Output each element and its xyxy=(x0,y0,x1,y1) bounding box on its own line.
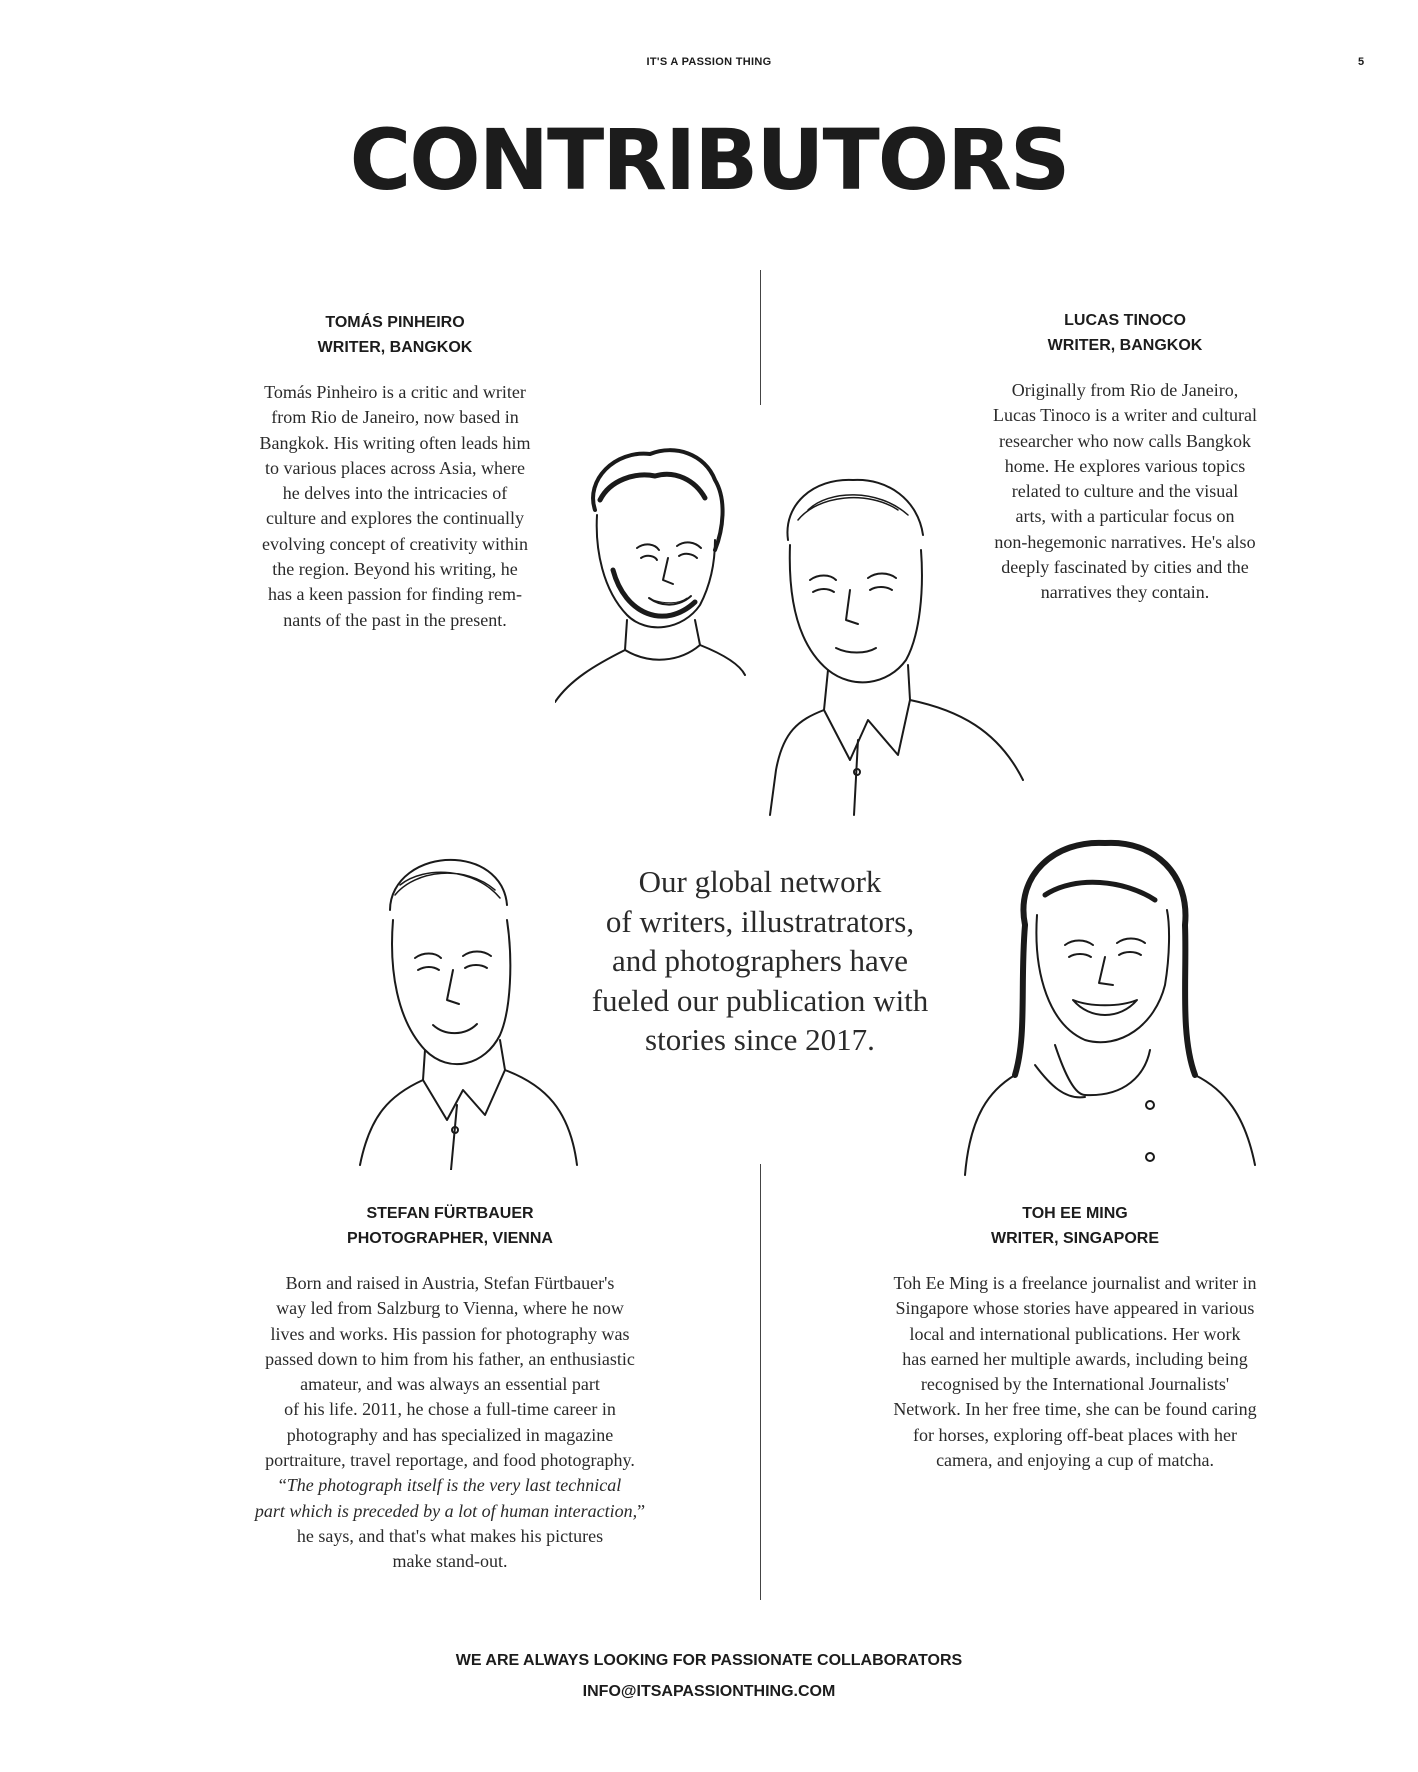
portrait-toh-ee-ming xyxy=(955,835,1265,1180)
page-number: 5 xyxy=(1358,56,1365,68)
contributor-role: WRITER, SINGAPORE xyxy=(990,1230,1159,1247)
contributor-bio: Tomás Pinheiro is a critic and writer from Rio de Janeiro, now based in Bangkok. His writing often leads him to various places across Asia, where he delves into the intricacies of culture and explores the continually evolving concept of creativity within the region. Beyond his writing, he has a keen passion for finding rem- nants of the past in the present. xyxy=(259,382,531,630)
portrait-lucas-tinoco xyxy=(758,470,1038,820)
contributor-name: TOMÁS PINHEIRO xyxy=(325,314,465,331)
collaborators-call: WE ARE ALWAYS LOOKING FOR PASSIONATE COLLABORATORS xyxy=(455,1652,963,1669)
quote: part which is preceded by a lot of human interaction, xyxy=(254,1500,638,1521)
contributor-tomas-pinheiro xyxy=(235,310,555,633)
bottom-divider xyxy=(760,1164,761,1600)
top-divider xyxy=(760,270,761,405)
quote: The photograph itself is the very last technical xyxy=(286,1475,622,1496)
contributor-bio: Toh Ee Ming is a freelance journalist and writer in Singapore whose stories have appeared in various local and international publications. Her work has earned her multiple awards, including being recognised by the International Journalists' Network. In her free time, she can be found caring for horses, exploring off-beat places with her camera, and enjoying a cup of matcha. xyxy=(893,1273,1257,1471)
contributor-stefan-furtbauer xyxy=(240,1201,660,1575)
page-title: CONTRIBUTORS xyxy=(349,111,1069,209)
contributor-name: LUCAS TINOCO xyxy=(1064,312,1186,329)
contributor-name: TOH EE MING xyxy=(1022,1205,1128,1222)
contributor-bio: Originally from Rio de Janeiro, Lucas Tinoco is a writer and cultural researcher who now calls Bangkok home. He explores various topics related to culture and the visual arts, with a particular focus on non-hegemonic narratives. He's also deeply fascinated by cities and the narratives they contain. xyxy=(993,380,1257,603)
tagline: Our global network of writers, illustratrators, and photographers have fueled our publication with stories since 2017. xyxy=(591,864,929,1057)
contributor-role: PHOTOGRAPHER, VIENNA xyxy=(347,1230,553,1247)
contributor-role: WRITER, BANGKOK xyxy=(317,339,473,356)
running-title: IT'S A PASSION THING xyxy=(646,56,772,68)
contributor-bio: Born and raised in Austria, Stefan Fürtbauer's way led from Salzburg to Vienna, where he now lives and works. His passion for photography was passed down to him from his father, an enthusiastic amateur, and was always an essential part of his life. 2011, he chose a full-time career in photography and has specialized in magazine portraiture, travel reportage, and food photography. “The photograph itself is the very last technical part which is preceded by a lot of human interaction,” he says, and that's what makes his pictures make stand-out. xyxy=(254,1273,646,1572)
contributor-toh-ee-ming xyxy=(870,1201,1280,1473)
contact-email[interactable]: INFO@ITSAPASSIONTHING.COM xyxy=(582,1683,836,1700)
portrait-stefan-furtbauer xyxy=(345,850,595,1170)
contributor-name: STEFAN FÜRTBAUER xyxy=(366,1205,534,1222)
contributor-role: WRITER, BANGKOK xyxy=(1047,337,1203,354)
